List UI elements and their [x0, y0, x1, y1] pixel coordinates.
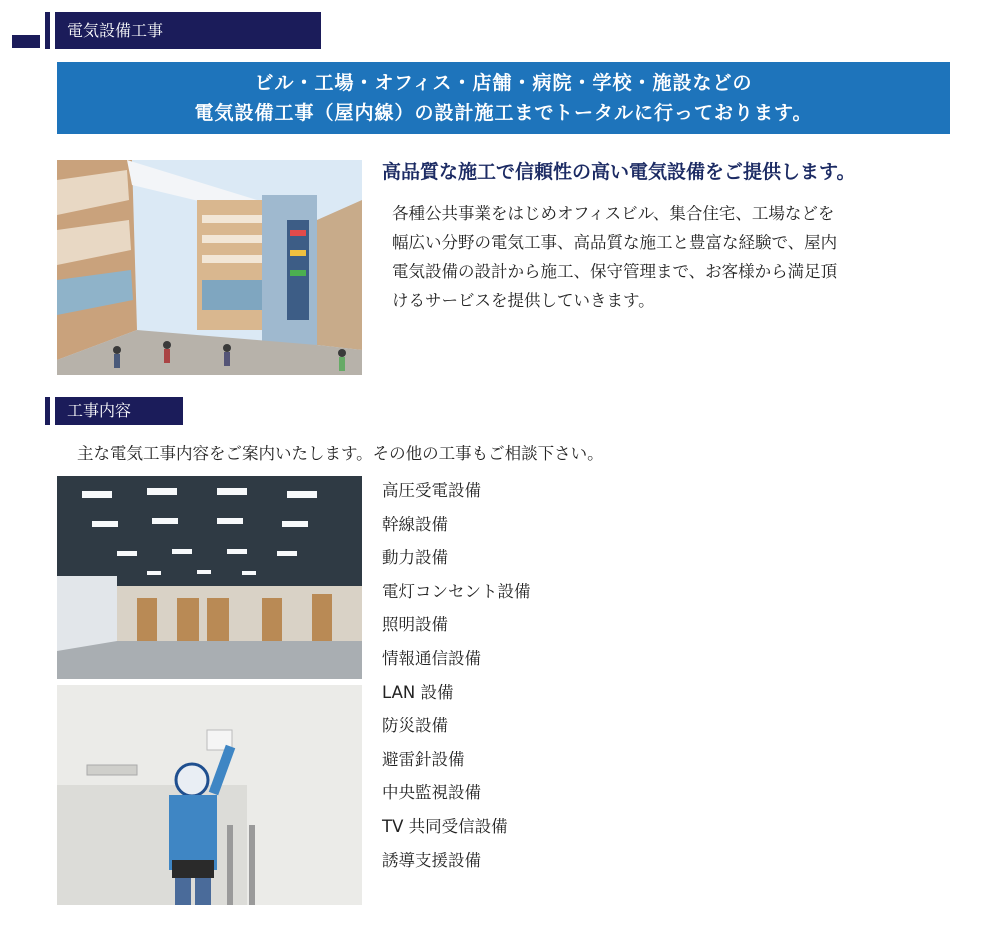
- list-item-label: 幹線設備: [382, 514, 448, 534]
- list-item-label: 動力設備: [382, 548, 448, 568]
- list-item: [376, 544, 976, 578]
- list-item-label: 高圧受電設備: [382, 481, 481, 500]
- section-title-electrical-works: 電気設備工事: [55, 12, 321, 49]
- list-item-label: 中央監視設備: [382, 783, 481, 803]
- section-marker-bar: [12, 35, 40, 48]
- list-item: [376, 712, 976, 746]
- list-item: [376, 746, 976, 780]
- banner-line-1: ビル・工場・オフィス・店舗・病院・学校・施設などの: [254, 72, 753, 94]
- work-content-intro: 主な電気工事内容をご案内いたします。その他の工事もご相談下さい。: [77, 444, 604, 463]
- list-item: [376, 578, 976, 612]
- list-item: [376, 477, 976, 511]
- intro-heading: 高品質な施工で信頼性の高い電気設備をご提供します。: [382, 161, 856, 183]
- section-marker-line: [45, 397, 50, 425]
- list-item: [376, 847, 976, 881]
- worker-photo: [57, 685, 362, 905]
- banner-line-2: 電気設備工事（屋内線）の設計施工までトータルに行っております。: [194, 102, 813, 124]
- mall-illustration: [57, 160, 362, 375]
- list-item: [376, 645, 976, 679]
- hall-photo: [57, 476, 362, 679]
- intro-body-line: 各種公共事業をはじめオフィスビル、集合住宅、工場などを: [392, 204, 835, 223]
- intro-body-line: 幅広い分野の電気工事、高品質な施工と豊富な経験で、屋内: [392, 233, 838, 252]
- list-item-label: 避雷針設備: [382, 749, 465, 769]
- section-marker-line: [45, 12, 50, 49]
- list-item: [376, 511, 976, 545]
- list-item: [376, 611, 976, 645]
- service-banner: [57, 62, 950, 134]
- list-item: [376, 679, 976, 713]
- list-item: [376, 779, 976, 813]
- work-item-list: [376, 477, 976, 880]
- worker-illustration: [57, 685, 362, 905]
- list-item-label: LAN 設備: [382, 682, 454, 702]
- list-item-label: 誘導支援設備: [382, 850, 481, 870]
- list-item-label: 照明設備: [382, 615, 448, 635]
- mall-photo: [57, 160, 362, 375]
- list-item-label: 情報通信設備: [382, 648, 481, 668]
- intro-body: [392, 199, 952, 315]
- list-item-label: 電灯コンセント設備: [382, 581, 531, 601]
- intro-body-line: 電気設備の設計から施工、保守管理まで、お客様から満足頂: [392, 262, 838, 281]
- intro-body-line: けるサービスを提供していきます。: [392, 291, 655, 310]
- list-item-label: TV 共同受信設備: [382, 816, 508, 836]
- list-item-label: 防災設備: [382, 716, 448, 736]
- hall-illustration: [57, 476, 362, 679]
- list-item: [376, 813, 976, 847]
- section-title-work-content: 工事内容: [55, 397, 183, 425]
